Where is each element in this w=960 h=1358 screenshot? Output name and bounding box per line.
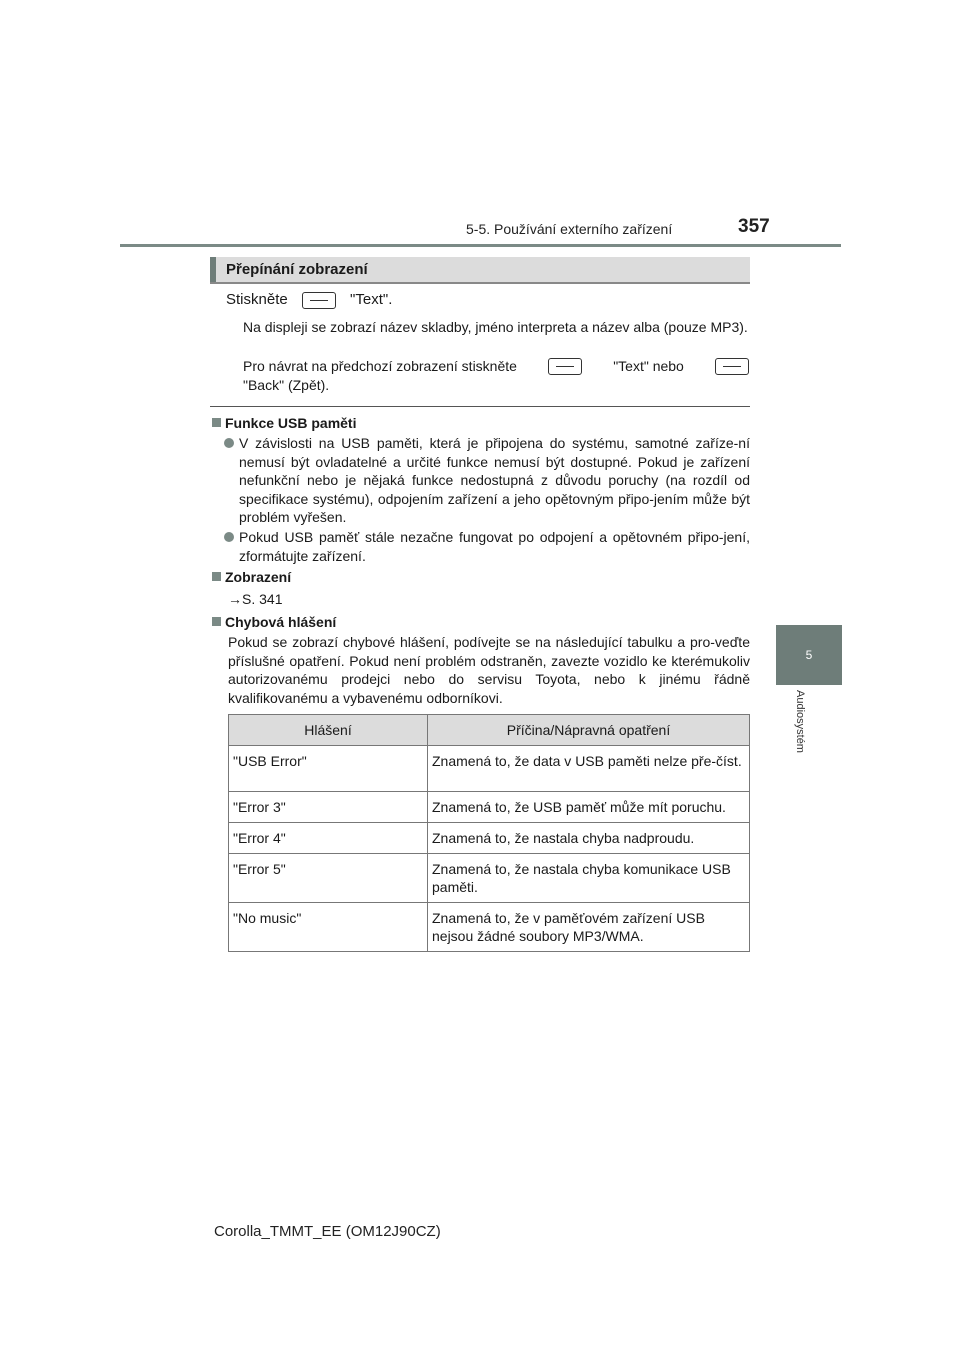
step-suffix: "Text". [350, 291, 393, 308]
chapter-tab: 5 [776, 625, 842, 685]
usb-bullet-1: V závislosti na USB paměti, která je připojena do systému, samotné zaříze-ní nemusí být ovladatelné a určité funkce nemusí být dostupné. Pokud je zařízení nefunkční nebo je nějaká funkce nedostupná z důvodu poruchy (na rozdíl od specifikace systému), odpojením zařízení a jeho opětovným připo-jením může být problém vyřešen. [224, 434, 750, 527]
message-cell: "USB Error" [229, 746, 428, 792]
square-bullet-icon [212, 617, 221, 626]
message-cell: "No music" [229, 903, 428, 952]
document-footer: Corolla_TMMT_EE (OM12J90CZ) [214, 1223, 441, 1240]
column-header-message: Hlášení [229, 715, 428, 746]
message-cell: "Error 5" [229, 854, 428, 903]
table-header-row [229, 715, 750, 746]
title-bar-accent [210, 257, 216, 282]
note-2-part-c: "Back" (Zpět). [243, 377, 330, 393]
screen-button-icon [548, 358, 582, 375]
note-2 [243, 357, 749, 395]
section-title-bar [210, 257, 750, 284]
errors-heading: Chybová hlášení [212, 614, 336, 630]
display-heading: Zobrazení [212, 569, 291, 585]
round-bullet-icon [224, 438, 234, 448]
usb-bullet-2: Pokud USB paměť stále nezačne fungovat po odpojení a opětovném připo-jení, zformátujte zařízení. [224, 528, 750, 565]
cause-cell: Znamená to, že v paměťovém zařízení USB nejsou žádné soubory MP3/WMA. [428, 903, 750, 952]
section-header: 5-5. Používání externího zařízení [466, 221, 673, 237]
screen-button-icon [715, 358, 749, 375]
column-header-cause: Příčina/Nápravná opatření [428, 715, 750, 746]
note-2-part-b: "Text" nebo [613, 358, 684, 374]
table-row [229, 903, 750, 952]
table-row [229, 854, 750, 903]
chapter-label: Audiosystém [794, 690, 806, 753]
cause-cell: Znamená to, že USB paměť může mít poruchu. [428, 792, 750, 823]
square-bullet-icon [212, 418, 221, 427]
cause-cell: Znamená to, že nastala chyba nadproudu. [428, 823, 750, 854]
step-prefix: Stiskněte [226, 291, 288, 308]
cause-cell: Znamená to, že nastala chyba komunikace USB paměti. [428, 854, 750, 903]
table-row [229, 823, 750, 854]
note-2-part-a: Pro návrat na předchozí zobrazení stiskněte [243, 358, 517, 374]
message-cell: "Error 3" [229, 792, 428, 823]
note-1: Na displeji se zobrazí název skladby, jméno interpreta a název alba (pouze MP3). [243, 319, 748, 335]
header-rule [120, 244, 841, 247]
section-title: Přepínání zobrazení [226, 261, 368, 278]
table-row [229, 792, 750, 823]
errors-intro: Pokud se zobrazí chybové hlášení, podívejte se na následující tabulku a pro-veďte příslušné opatření. Pokud není problém odstraněn, zavezte vozidlo ke kterémukoliv autorizovanému prodejci nebo do servisu Toyota, nebo k jinému řádně kvalifikovanému a vybavenému odborníkovi. [228, 634, 750, 706]
table-row [229, 746, 750, 792]
step-instruction [226, 291, 392, 309]
message-cell: "Error 4" [229, 823, 428, 854]
screen-button-icon [302, 292, 336, 309]
error-message-table [228, 714, 750, 952]
page-number: 357 [738, 216, 770, 237]
display-page-reference[interactable]: →S. 341 [228, 591, 283, 607]
cause-cell: Znamená to, že data v USB paměti nelze pře-číst. [428, 746, 750, 792]
section-divider [210, 406, 750, 407]
square-bullet-icon [212, 572, 221, 581]
usb-heading: Funkce USB paměti [212, 415, 356, 431]
round-bullet-icon [224, 532, 234, 542]
